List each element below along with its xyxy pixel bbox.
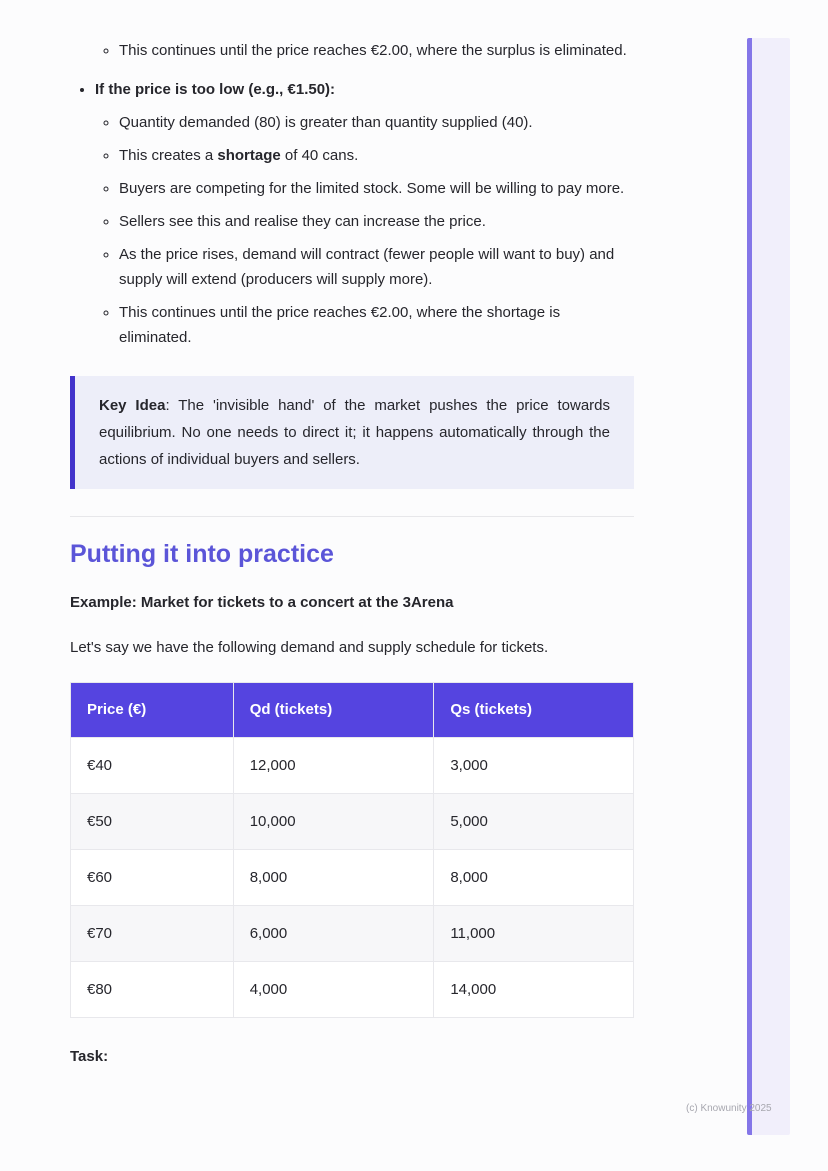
table-cell: €40 bbox=[71, 738, 234, 794]
task-label: Task: bbox=[70, 1048, 109, 1065]
page-edge-decoration bbox=[747, 38, 790, 1135]
schedule-intro: Let's say we have the following demand and supply schedule for tickets. bbox=[70, 639, 549, 656]
table-header-cell: Qs (tickets) bbox=[434, 683, 634, 738]
table-header-cell: Qd (tickets) bbox=[233, 683, 434, 738]
list-item bbox=[95, 77, 634, 350]
document-content bbox=[70, 0, 634, 1068]
low-price-list bbox=[70, 77, 634, 350]
list-item: ◦ Sellers see this and realise they can increase the price. bbox=[119, 209, 634, 234]
list-item: ◦ Quantity demanded (80) is greater than quantity supplied (40). bbox=[119, 110, 634, 135]
callout-label: Key Idea bbox=[99, 397, 166, 414]
table-row bbox=[71, 850, 634, 906]
table-row bbox=[71, 906, 634, 962]
callout-text bbox=[99, 392, 610, 473]
table-header-cell: Price (€) bbox=[71, 683, 234, 738]
low-price-sub-list bbox=[95, 110, 634, 350]
table-cell: €50 bbox=[71, 794, 234, 850]
table-cell: 6,000 bbox=[233, 906, 434, 962]
table-cell: 3,000 bbox=[434, 738, 634, 794]
schedule-table bbox=[70, 682, 634, 1018]
key-idea-callout bbox=[70, 376, 634, 489]
list-item: ◦ This continues until the price reaches €2.00, where the surplus is eliminated. bbox=[119, 38, 634, 63]
section-heading: Putting it into practice bbox=[70, 540, 334, 568]
list-item: ◦ This continues until the price reaches €2.00, where the shortage is eliminated. bbox=[119, 300, 634, 350]
list-item bbox=[119, 143, 634, 168]
table-cell: 8,000 bbox=[434, 850, 634, 906]
table-cell: 12,000 bbox=[233, 738, 434, 794]
table-header-row bbox=[71, 683, 634, 738]
table-cell: 14,000 bbox=[434, 962, 634, 1018]
table-cell: 4,000 bbox=[233, 962, 434, 1018]
table-row bbox=[71, 738, 634, 794]
bold-term: shortage bbox=[217, 147, 281, 164]
list-item: ◦ As the price rises, demand will contract (fewer people will want to buy) and supply will extend (producers will supply more). bbox=[119, 242, 634, 292]
text-segment: This creates a bbox=[119, 147, 218, 164]
table-cell: 11,000 bbox=[434, 906, 634, 962]
table-cell: 10,000 bbox=[233, 794, 434, 850]
table-row bbox=[71, 794, 634, 850]
section-divider bbox=[70, 516, 634, 517]
table-cell: €80 bbox=[71, 962, 234, 1018]
low-price-title: If the price is too low (e.g., €1.50): bbox=[95, 81, 336, 98]
example-title: Example: Market for tickets to a concert at the 3Arena bbox=[70, 594, 454, 611]
table-cell: 8,000 bbox=[233, 850, 434, 906]
table-cell: 5,000 bbox=[434, 794, 634, 850]
table-cell: €60 bbox=[71, 850, 234, 906]
table-cell: €70 bbox=[71, 906, 234, 962]
text-segment: : The 'invisible hand' of the market pushes the price towards equilibrium. No one needs to direct it; it happens automatically through the actions of individual buyers and sellers. bbox=[99, 397, 610, 468]
table-row bbox=[71, 962, 634, 1018]
list-item: ◦ Buyers are competing for the limited stock. Some will be willing to pay more. bbox=[119, 176, 634, 201]
surplus-sub-list bbox=[70, 38, 634, 63]
text-segment: of 40 cans. bbox=[280, 147, 359, 164]
watermark: (c) Knowunity 2025 bbox=[686, 1103, 772, 1114]
